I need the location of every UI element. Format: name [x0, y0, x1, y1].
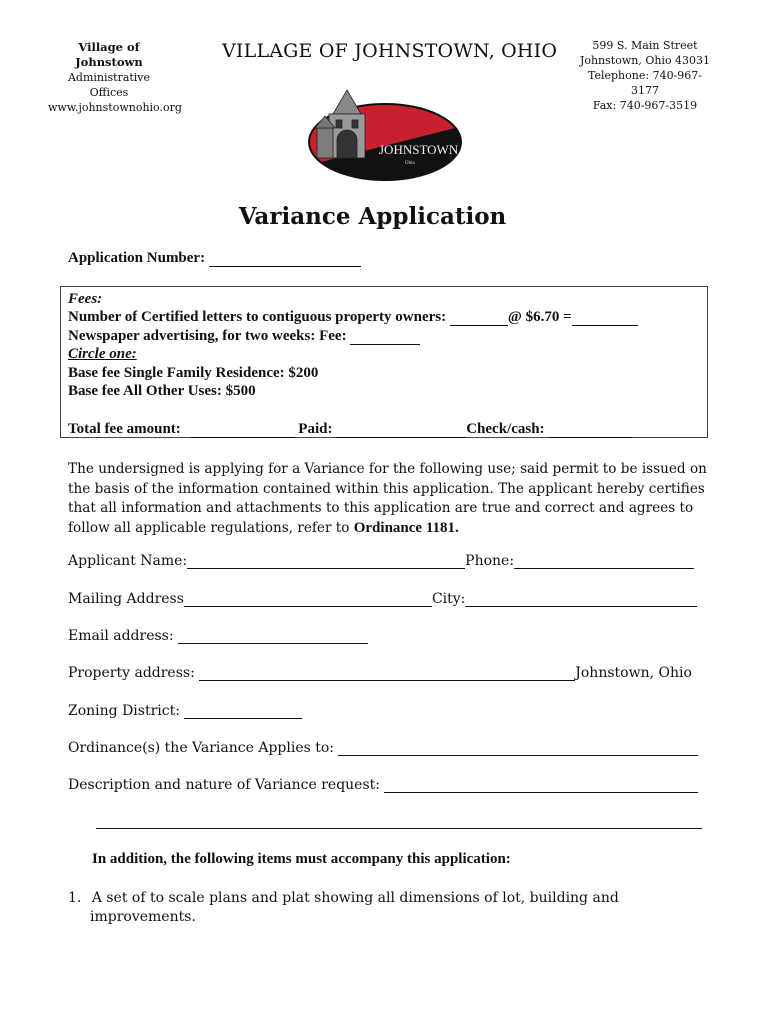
fees-heading: Fees: — [68, 291, 103, 307]
city-field[interactable] — [465, 592, 697, 607]
ordinances-row — [68, 740, 698, 756]
total-fee-label: Total fee amount: — [68, 421, 181, 437]
requirement-number: 1. — [68, 890, 82, 906]
total-fee-field[interactable] — [191, 423, 295, 438]
city-address: Johnstown, Ohio 43031 — [579, 54, 711, 67]
property-address-label: Property address: — [68, 665, 195, 681]
circle-one-label: Circle one: — [68, 346, 137, 362]
mailing-address-field[interactable] — [184, 592, 432, 607]
requirement-text: A set of to scale plans and plat showing all dimensions of lot, building and — [91, 890, 619, 906]
base-fee-other[interactable]: Base fee All Other Uses: $500 — [68, 383, 256, 399]
applicant-statement — [68, 460, 708, 538]
header-title: VILLAGE OF JOHNSTOWN, OHIO — [222, 40, 558, 62]
village-logo — [305, 84, 463, 184]
applicant-name-field[interactable] — [187, 554, 465, 569]
certified-letters-total-field[interactable] — [572, 311, 638, 326]
property-address-field[interactable] — [199, 666, 575, 681]
office-name: Administrative Offices — [67, 71, 151, 99]
email-field[interactable] — [178, 629, 368, 644]
description-row — [68, 777, 698, 793]
applicant-name-label: Applicant Name: — [68, 553, 188, 569]
mailing-address-label: Mailing Address — [68, 591, 184, 607]
zoning-district-field[interactable] — [184, 704, 302, 719]
application-number-label: Application Number: — [68, 250, 206, 266]
telephone: Telephone: 740-967-3177 — [588, 69, 702, 97]
property-address-row — [68, 665, 692, 681]
phone-label: Phone: — [465, 553, 515, 569]
village-name: Village of Johnstown — [75, 40, 143, 69]
application-number-field[interactable] — [209, 252, 361, 267]
newspaper-row — [68, 328, 420, 345]
city-label: City: — [431, 591, 466, 607]
zoning-district-row — [68, 703, 302, 719]
description-label: Description and nature of Variance request: — [68, 777, 380, 793]
ordinances-label: Ordinance(s) the Variance Applies to: — [68, 740, 335, 756]
description-field-line-2[interactable] — [96, 828, 702, 829]
page-title: Variance Application — [238, 203, 507, 230]
street-address: 599 S. Main Street — [592, 39, 698, 52]
certified-letters-label: Number of Certified letters to contiguous property owners: — [68, 309, 447, 325]
statement-text: The undersigned is applying for a Variance for the following use; said permit to be issued on the basis of the information contained within this application. The applicant hereby certifies that all information and attachments to this application are true and correct and agrees to follow all applicable regulations, refer to — [68, 461, 707, 536]
check-cash-field[interactable] — [548, 423, 632, 438]
requirement-text-cont: improvements. — [90, 909, 196, 925]
requirement-item-1 — [68, 889, 619, 927]
certified-letters-count-field[interactable] — [450, 311, 508, 326]
logo-subtext: Ohio — [405, 161, 415, 166]
logo-text: JOHNSTOWN — [379, 142, 459, 157]
newspaper-fee-field[interactable] — [350, 330, 420, 345]
paid-field[interactable] — [336, 423, 466, 438]
ordinance-reference: Ordinance 1181. — [353, 519, 459, 536]
header-left-block — [48, 40, 182, 115]
newspaper-label: Newspaper advertising, for two weeks: Fee: — [68, 328, 347, 344]
phone-field[interactable] — [514, 554, 694, 569]
zoning-district-label: Zoning District: — [68, 703, 180, 719]
requirements-heading: In addition, the following items must accompany this application: — [92, 851, 511, 867]
header-right-block — [575, 38, 715, 113]
description-field[interactable] — [384, 778, 698, 793]
base-fee-single[interactable]: Base fee Single Family Residence: $200 — [68, 365, 319, 381]
certified-letters-rate: @ $6.70 = — [507, 309, 572, 325]
applicant-name-row — [68, 553, 694, 569]
property-address-suffix: Johnstown, Ohio — [575, 665, 692, 681]
email-label: Email address: — [68, 628, 174, 644]
mailing-address-row — [68, 591, 697, 607]
check-cash-label: Check/cash: — [466, 421, 545, 437]
website-text: www.johnstownohio.org — [48, 101, 182, 114]
paid-label: Paid: — [298, 421, 333, 437]
application-number-row — [68, 250, 361, 267]
ordinances-field[interactable] — [338, 741, 698, 756]
total-fee-row — [68, 421, 632, 438]
certified-letters-row — [68, 309, 638, 326]
fax: Fax: 740-967-3519 — [592, 99, 698, 112]
email-row — [68, 628, 368, 644]
